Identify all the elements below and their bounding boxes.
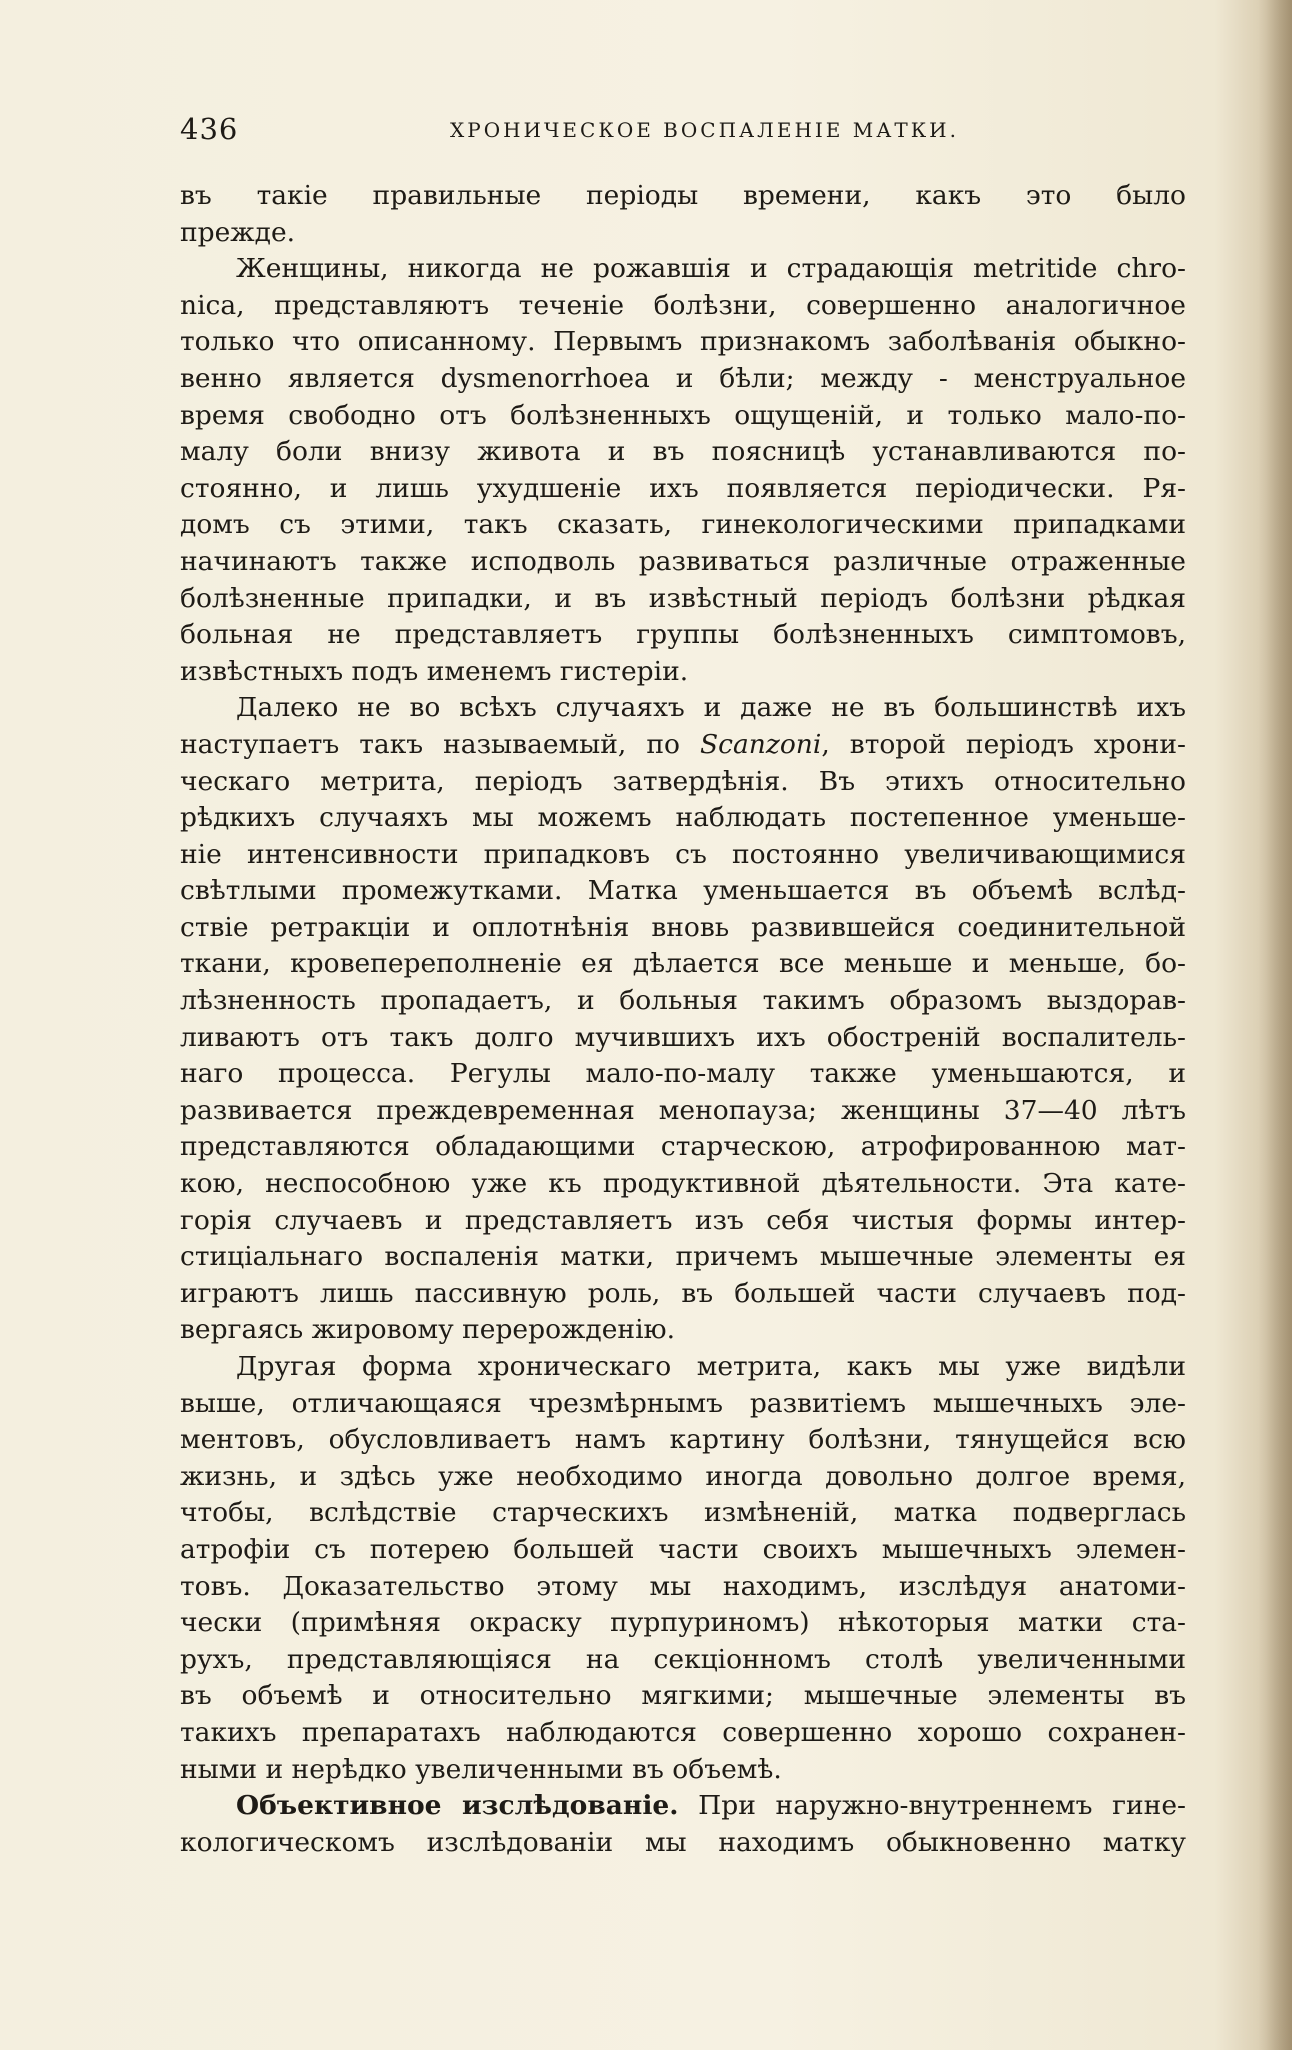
running-title: ХРОНИЧЕСКОЕ ВОСПАЛЕНІЕ МАТКИ.: [450, 118, 959, 142]
text-line: чтобы, вслѣдствіе старческихъ измѣненій, матка подверглась: [180, 1497, 1186, 1529]
text-line: такихъ препаратахъ наблюдаются совершенно хорошо сохранен-: [180, 1716, 1186, 1748]
text-line: рухъ, представляющіяся на секціонномъ столѣ увеличенными: [180, 1643, 1186, 1675]
text-line: Другая форма хроническаго метрита, какъ мы уже видѣли: [236, 1351, 1186, 1382]
text-line: ніе интенсивности припадковъ съ постоянно увеличивающимися: [180, 838, 1186, 870]
text-line: жизнь, и здѣсь уже необходимо иногда довольно долгое время,: [180, 1460, 1186, 1492]
text-line: товъ. Доказательство этому мы находимъ, изслѣдуя анатоми-: [180, 1570, 1186, 1602]
text-line: въ такіе правильные періоды времени, какъ это было: [180, 180, 1186, 211]
text-line: ментовъ, обусловливаетъ намъ картину болѣзни, тянущейся всю: [180, 1424, 1186, 1456]
text-line: венно является dysmenorrhoea и бѣли; между - менструальное: [180, 362, 1186, 394]
text-line: кологическомъ изслѣдованіи мы находимъ обыкновенно матку: [180, 1826, 1186, 1858]
text-run: При наружно-внутреннемъ гине-: [678, 1790, 1186, 1822]
text-line: въ объемѣ и относительно мягкими; мышечные элементы въ: [180, 1680, 1186, 1712]
text-line: кою, неспособною уже къ продуктивной дѣятельности. Эта кате-: [180, 1168, 1186, 1200]
text-line: извѣстныхъ подъ именемъ гистеріи.: [180, 655, 689, 687]
running-head: [180, 112, 1200, 152]
body-text: [180, 178, 1186, 1861]
text-line: стиціальнаго воспаленія матки, причемъ мышечные элементы ея: [180, 1241, 1186, 1273]
section-run-in-heading: Объективное изслѣдованіе.: [236, 1790, 679, 1822]
text-line: горія случаевъ и представляетъ изъ себя чистыя формы интер-: [180, 1204, 1186, 1236]
text-line: наго процесса. Регулы мало-по-малу также уменьшаются, и: [180, 1058, 1186, 1090]
text-line: ными и нерѣдко увеличенными въ объемѣ.: [180, 1753, 782, 1785]
text-line-with-heading: [180, 1788, 1186, 1825]
page-number: 436: [180, 112, 239, 146]
page-edge-shadow: [1258, 0, 1292, 2050]
text-line: вергаясь жировому перерожденію.: [180, 1314, 676, 1346]
text-line: прежде.: [180, 216, 296, 248]
text-line: больная не представляетъ группы болѣзненныхъ симптомовъ,: [180, 619, 1186, 651]
text-line: играютъ лишь пассивную роль, въ большей части случаевъ под-: [180, 1277, 1186, 1309]
text-line: малу боли внизу живота и въ поясницѣ устанавливаются по-: [180, 436, 1186, 468]
text-line: выше, отличающаяся чрезмѣрнымъ развитіемъ мышечныхъ эле-: [180, 1387, 1186, 1419]
text-line: начинаютъ также исподволь развиваться различные отраженные: [180, 545, 1186, 577]
author-name: Scanzoni: [700, 728, 822, 760]
text-line: рѣдкихъ случаяхъ мы можемъ наблюдать постепенное уменьше-: [180, 802, 1186, 834]
text-line: лѣзненность пропадаетъ, и больныя такимъ образомъ выздорав-: [180, 985, 1186, 1017]
text-line: стоянно, и лишь ухудшеніе ихъ появляется періодически. Ря-: [180, 472, 1186, 504]
text-run: наступаетъ такъ называемый, по: [180, 728, 700, 760]
text-line: ткани, кровепереполненіе ея дѣлается все меньше и меньше, бо-: [180, 948, 1186, 980]
text-line-with-author: [180, 727, 1186, 764]
text-line: домъ съ этими, такъ сказать, гинекологическими припадками: [180, 509, 1186, 541]
text-line: ствіе ретракціи и оплотнѣнія вновь развившейся соединительной: [180, 911, 1186, 943]
text-line: свѣтлыми промежутками. Матка уменьшается въ объемѣ вслѣд-: [180, 875, 1186, 907]
text-line: nica, представляютъ теченіе болѣзни, совершенно аналогичное: [180, 289, 1186, 321]
text-line: развивается преждевременная менопауза; женщины 37—40 лѣтъ: [180, 1094, 1186, 1126]
text-run: , второй періодъ хрони-: [821, 728, 1186, 760]
text-line: Женщины, никогда не рожавшія и страдающія metritide chro-: [236, 253, 1186, 285]
text-line: ливаютъ отъ такъ долго мучившихъ ихъ обостреній воспалитель-: [180, 1021, 1186, 1053]
text-line: Далеко не во всѣхъ случаяхъ и даже не въ большинствѣ ихъ: [236, 692, 1186, 724]
text-line: ческаго метрита, періодъ затвердѣнія. Въ этихъ относительно: [180, 765, 1186, 797]
text-line: только что описанному. Первымъ признакомъ заболѣванія обыкно-: [180, 326, 1186, 358]
text-line: атрофіи съ потерею большей части своихъ мышечныхъ элемен-: [180, 1533, 1186, 1565]
text-line: болѣзненные припадки, и въ извѣстный періодъ болѣзни рѣдкая: [180, 582, 1186, 614]
text-line: время свободно отъ болѣзненныхъ ощущеній, и только мало-по-: [180, 399, 1186, 431]
text-line: чески (примѣняя окраску пурпуриномъ) нѣкоторыя матки ста-: [180, 1607, 1186, 1639]
text-line: представляются обладающими старческою, атрофированною мат-: [180, 1131, 1186, 1163]
